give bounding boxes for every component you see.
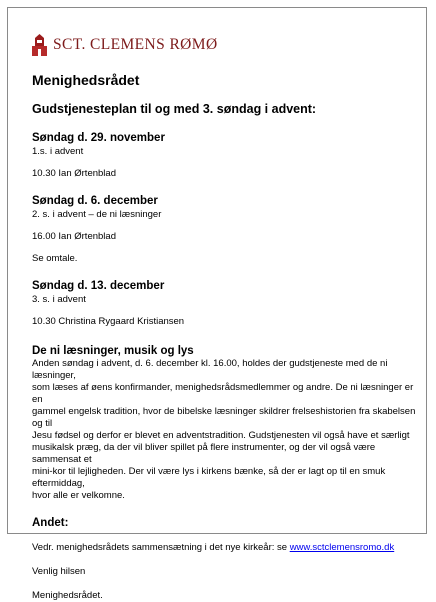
page-title: Menighedsrådet (32, 72, 140, 88)
service-occasion: 1.s. i advent (32, 146, 84, 157)
lessons-title: De ni læsninger, musik og lys (32, 345, 194, 357)
service-detail: 10.30 Christina Rygaard Kristiansen (32, 316, 185, 327)
service-day: Søndag d. 29. november (32, 132, 165, 144)
paragraph-line: mini-kor til lejligheden. Der vil være lys i kirkens bænke, så der er lagt op til en smuk eftermiddag, (32, 466, 386, 489)
service-detail: Se omtale. (32, 253, 78, 264)
schedule-heading: Gudstjenesteplan til og med 3. søndag i advent: (32, 102, 317, 116)
service-detail: 10.30 Ian Ørtenblad (32, 168, 116, 179)
service-occasion: 3. s. i advent (32, 294, 86, 305)
brand-logo[interactable] (32, 34, 218, 56)
brand-name: SCT. CLEMENS RØMØ (53, 36, 218, 53)
service-entry (32, 279, 424, 328)
service-entry (32, 131, 424, 180)
greeting: Venlig hilsen (32, 566, 86, 577)
service-day: Søndag d. 13. december (32, 280, 165, 292)
other-text-line (32, 542, 424, 554)
service-day: Søndag d. 6. december (32, 195, 158, 207)
paragraph-line: hvor alle er velkomne. (32, 490, 125, 501)
lessons-paragraph (32, 358, 424, 502)
other-title: Andet: (32, 517, 69, 529)
other-text: Vedr. menighedsrådets sammensætning i det nye kirkeår: se (32, 542, 290, 553)
paragraph-line: som læses af øens konfirmander, menighedsrådsmedlemmer og andre. De ni læsninger er en (32, 382, 414, 405)
other-section (32, 516, 424, 602)
paragraph-line: gammel engelsk tradition, hvor de bibelske læsninger skildrer frelseshistorien fra skabelsen og til (32, 406, 416, 429)
service-detail: 16.00 Ian Ørtenblad (32, 231, 116, 242)
paragraph-line: musikalsk præg, da der vil bliver spillet på flere instrumenter, og der vil også være sammensat et (32, 442, 376, 465)
newsletter-content (32, 72, 424, 602)
lessons-section (32, 344, 424, 502)
signature: Menighedsrådet. (32, 590, 103, 601)
service-list (32, 131, 424, 328)
church-icon (32, 34, 47, 56)
service-occasion: 2. s. i advent – de ni læsninger (32, 209, 162, 220)
paragraph-line: Anden søndag i advent, d. 6. december kl. 16.00, holdes der gudstjeneste med de ni læsninger, (32, 358, 388, 381)
paragraph-line: Jesu fødsel og derfor er blevet en adventstradition. Gudstjenesten vil også have et særligt (32, 430, 410, 441)
website-link[interactable]: www.sctclemensromo.dk (289, 542, 395, 553)
service-entry (32, 194, 424, 265)
document-frame (7, 7, 427, 601)
